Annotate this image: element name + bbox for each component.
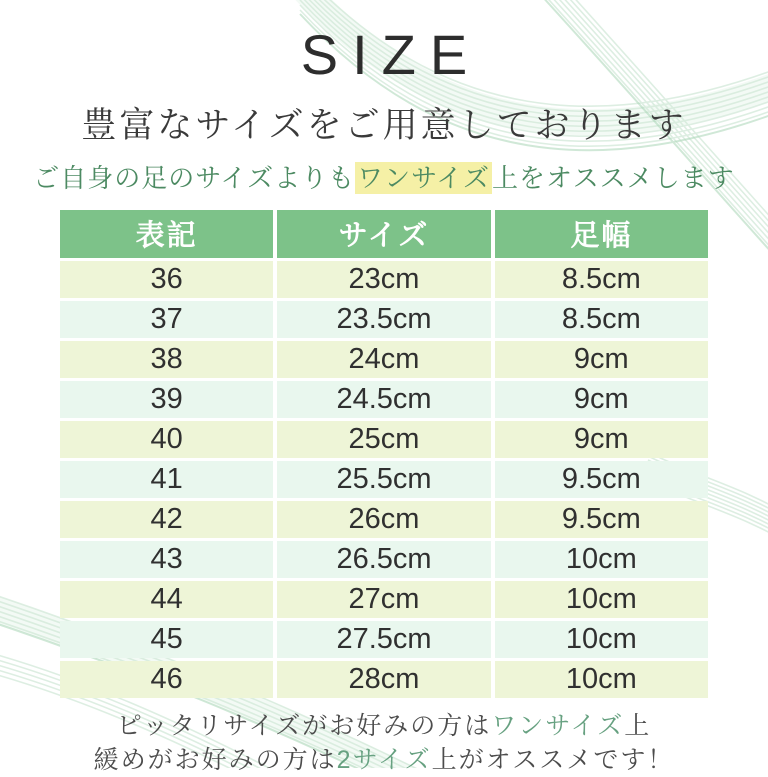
table-row <box>60 461 708 498</box>
table-cell: 25cm <box>277 421 490 458</box>
table-cell: 39 <box>60 381 273 418</box>
advice2-suffix: 上がオススメです！ <box>431 745 675 774</box>
table-header-row <box>60 210 708 258</box>
table-cell: 8.5cm <box>495 261 708 298</box>
recommendation-highlight: ワンサイズ <box>357 162 491 193</box>
table-row <box>60 381 708 418</box>
table-row <box>60 261 708 298</box>
table-row <box>60 581 708 618</box>
advice1-prefix: ピッタリサイズがお好みの方は <box>116 711 492 740</box>
table-cell: 45 <box>60 621 273 658</box>
table-row <box>60 661 708 698</box>
table-cell: 26cm <box>277 501 490 538</box>
table-cell: 28cm <box>277 661 490 698</box>
table-cell: 40 <box>60 421 273 458</box>
table-cell: 24cm <box>277 341 490 378</box>
advice1-suffix: 上 <box>624 711 652 740</box>
table-row <box>60 501 708 538</box>
table-cell: 24.5cm <box>277 381 490 418</box>
table-cell: 10cm <box>495 621 708 658</box>
table-row <box>60 621 708 658</box>
recommendation-prefix: ご自身の足のサイズよりも <box>33 162 356 193</box>
table-cell: 10cm <box>495 541 708 578</box>
fit-advice-line-2 <box>0 743 768 777</box>
table-cell: 9cm <box>495 421 708 458</box>
column-header-notation: 表記 <box>60 210 273 258</box>
table-cell: 44 <box>60 581 273 618</box>
column-header-size: サイズ <box>277 210 490 258</box>
fit-advice-line-1 <box>0 709 768 743</box>
table-cell: 37 <box>60 301 273 338</box>
size-table <box>56 207 712 701</box>
table-cell: 8.5cm <box>495 301 708 338</box>
advice2-prefix: 緩めがお好みの方は <box>93 745 337 774</box>
table-cell: 9.5cm <box>495 501 708 538</box>
table-row <box>60 301 708 338</box>
table-row <box>60 541 708 578</box>
fit-advice-note <box>0 709 768 777</box>
column-header-foot-width: 足幅 <box>495 210 708 258</box>
table-cell: 9.5cm <box>495 461 708 498</box>
table-cell: 9cm <box>495 381 708 418</box>
table-cell: 36 <box>60 261 273 298</box>
table-cell: 10cm <box>495 661 708 698</box>
page-subtitle: 豊富なサイズをご用意しております <box>81 105 687 145</box>
table-cell: 43 <box>60 541 273 578</box>
table-cell: 23.5cm <box>277 301 490 338</box>
table-cell: 26.5cm <box>277 541 490 578</box>
advice1-highlight: ワンサイズ <box>491 711 625 740</box>
table-row <box>60 421 708 458</box>
table-cell: 38 <box>60 341 273 378</box>
table-cell: 23cm <box>277 261 490 298</box>
recommendation-suffix: 上をオススメします <box>492 162 735 193</box>
table-cell: 46 <box>60 661 273 698</box>
size-recommendation-note <box>0 158 768 195</box>
table-cell: 27cm <box>277 581 490 618</box>
advice2-highlight: 2サイズ <box>336 745 432 774</box>
table-cell: 27.5cm <box>277 621 490 658</box>
table-cell: 10cm <box>495 581 708 618</box>
table-cell: 9cm <box>495 341 708 378</box>
table-cell: 41 <box>60 461 273 498</box>
table-row <box>60 341 708 378</box>
page-title: SIZE <box>300 23 482 86</box>
table-cell: 25.5cm <box>277 461 490 498</box>
table-cell: 42 <box>60 501 273 538</box>
